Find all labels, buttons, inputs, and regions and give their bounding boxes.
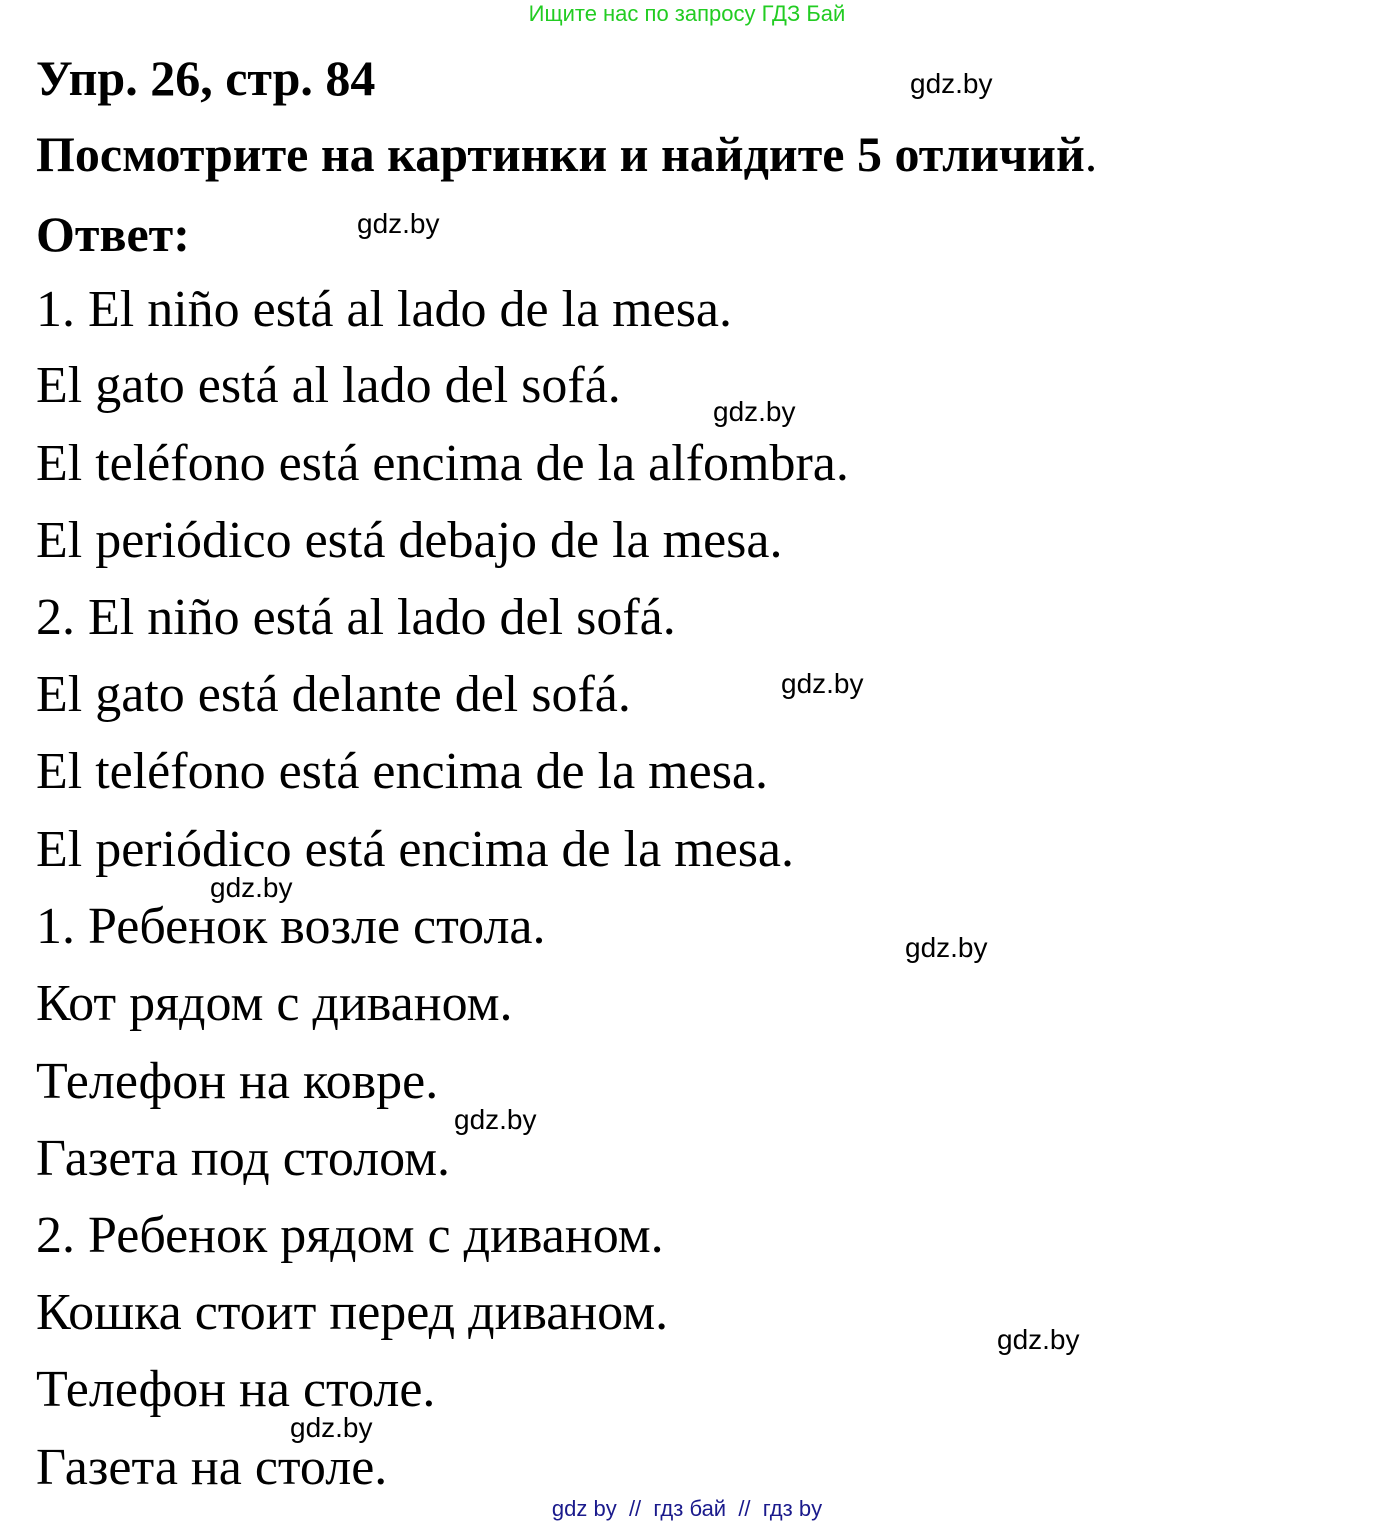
answer-line: 1. El niño está al lado de la mesa.	[36, 281, 733, 338]
watermark: gdz.by	[357, 208, 440, 239]
answer-line: 2. Ребенок рядом с диваном.	[36, 1207, 664, 1264]
answer-label: Ответ:	[36, 206, 190, 262]
task-text: Посмотрите на картинки и найдите 5 отличий	[36, 126, 1085, 182]
answer-line: 1. Ребенок возле стола.	[36, 898, 546, 955]
watermark: gdz.by	[713, 396, 796, 427]
watermark: gdz.by	[910, 68, 993, 99]
watermark: gdz.by	[905, 932, 988, 963]
exercise-title: Упр. 26, стр. 84	[36, 50, 376, 106]
answer-line: El gato está al lado del sofá.	[36, 357, 621, 414]
answer-line: Газета под столом.	[36, 1130, 450, 1187]
watermark: gdz.by	[997, 1324, 1080, 1355]
answer-line: Кот рядом с диваном.	[36, 975, 513, 1032]
task-punctuation: .	[1084, 126, 1098, 182]
answer-line: El teléfono está encima de la mesa.	[36, 743, 769, 800]
answer-line: El periódico está debajo de la mesa.	[36, 512, 783, 569]
answer-line: El gato está delante del sofá.	[36, 666, 631, 723]
answer-line: Телефон на ковре.	[36, 1053, 439, 1110]
task-instruction	[36, 126, 1097, 182]
watermark: gdz.by	[290, 1412, 373, 1443]
answer-line: Телефон на столе.	[36, 1361, 436, 1418]
watermark: gdz.by	[454, 1104, 537, 1135]
answer-line: 2. El niño está al lado del sofá.	[36, 589, 676, 646]
answer-line: El periódico está encima de la mesa.	[36, 821, 795, 878]
top-banner-link[interactable]: Ищите нас по запросу ГДЗ Бай	[528, 1, 846, 26]
footer-links[interactable]: gdz by // гдз бай // гдз by	[551, 1496, 823, 1521]
answer-line: Газета на столе.	[36, 1439, 388, 1496]
answer-line: Кошка стоит перед диваном.	[36, 1284, 669, 1341]
watermark: gdz.by	[781, 668, 864, 699]
watermark: gdz.by	[210, 872, 293, 903]
answer-line: El teléfono está encima de la alfombra.	[36, 435, 849, 492]
